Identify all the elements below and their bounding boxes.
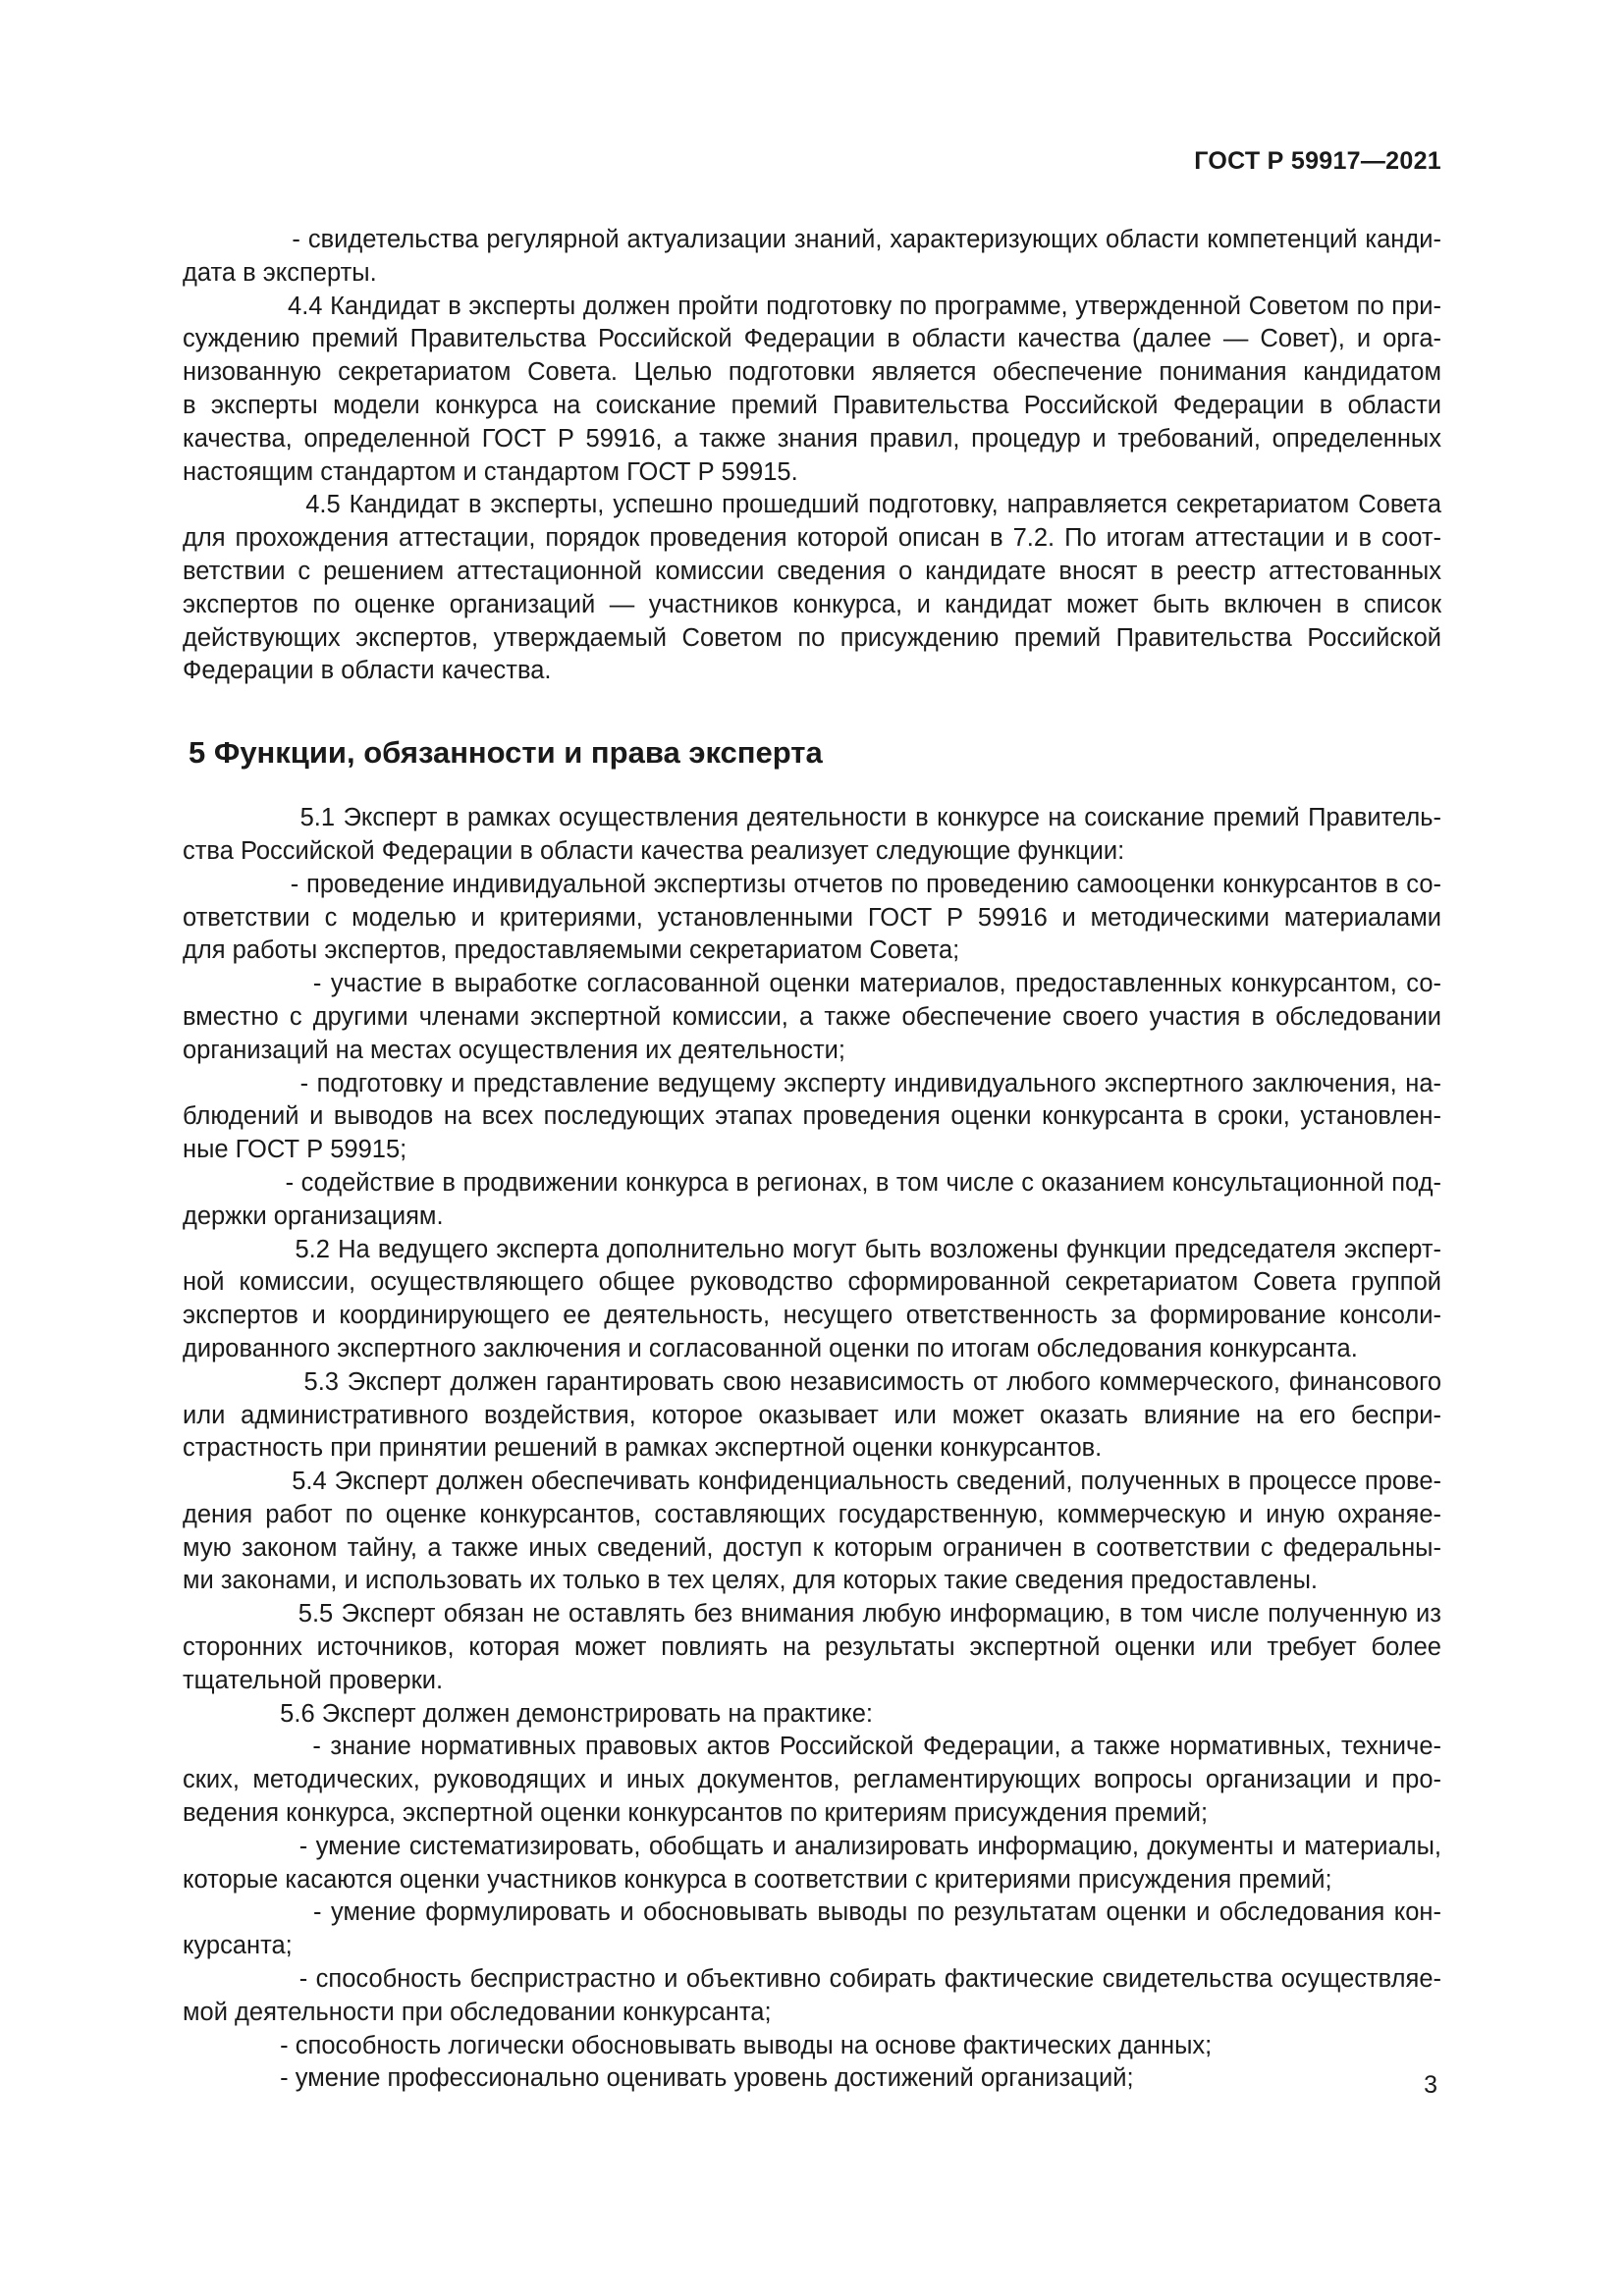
text-line: суждению премий Правительства Российской Федерации в области качества (далее — Совет), и орга- <box>183 325 1441 353</box>
text-line: для работы экспертов, предоставляемыми секретариатом Совета; <box>183 936 960 965</box>
text-line: - способность логически обосновывать выводы на основе фактических данных; <box>183 2031 1213 2059</box>
text-line: 5.1 Эксперт в рамках осуществления деятельности в конкурсе на соискание премий Правитель- <box>183 804 1441 832</box>
paragraph <box>183 1598 1441 1697</box>
text-line: Федерации в области качества. <box>183 657 552 685</box>
paragraph <box>183 1731 1441 1830</box>
text-line: - знание нормативных правовых актов Российской Федерации, а также нормативных, техниче- <box>183 1733 1441 1761</box>
text-line: - способность беспристрастно и объективно собирать фактические свидетельства осуществляе- <box>183 1965 1441 1994</box>
paragraph <box>183 1234 1441 1366</box>
text-line: экспертов и координирующего ее деятельность, несущего ответственность за формирование консоли- <box>183 1302 1441 1330</box>
text-line: ответствии с моделью и критериями, установленными ГОСТ Р 59916 и методическими материалами <box>183 903 1441 932</box>
text-line: 5.4 Эксперт должен обеспечивать конфиденциальность сведений, полученных в процессе прове- <box>183 1468 1441 1496</box>
paragraph <box>183 802 1441 869</box>
paragraph <box>183 1466 1441 1598</box>
text-line: качества, определенной ГОСТ Р 59916, а также знания правил, процедур и требований, определенных <box>183 424 1441 453</box>
text-line: низованную секретариатом Совета. Целью подготовки является обеспечение понимания кандидатом <box>183 358 1441 387</box>
text-line: дированного экспертного заключения и согласованной оценки по итогам обследования конкурсанта. <box>183 1334 1358 1362</box>
paragraph <box>183 968 1441 1067</box>
text-line: блюдений и выводов на всех последующих этапах проведения оценки конкурсанта в сроки, установлен- <box>183 1102 1441 1131</box>
document-body <box>183 224 1441 2096</box>
text-line: дения работ по оценке конкурсантов, составляющих государственную, коммерческую и иную охраняе- <box>183 1500 1441 1528</box>
text-line: - умение систематизировать, обобщать и анализировать информацию, документы и материалы, <box>183 1832 1441 1860</box>
paragraph <box>183 224 1441 291</box>
text-line: организаций на местах осуществления их деятельности; <box>183 1036 845 1064</box>
paragraph <box>183 869 1441 968</box>
text-line: настоящим стандартом и стандартом ГОСТ Р 59915. <box>183 457 798 486</box>
text-line: - участие в выработке согласованной оценки материалов, предоставленных конкурсантом, со- <box>183 970 1441 998</box>
text-line: страстность при принятии решений в рамках экспертной оценки конкурсантов. <box>183 1434 1103 1463</box>
text-line: тщательной проверки. <box>183 1666 444 1694</box>
paragraph <box>183 1698 1441 1732</box>
text-line: 4.5 Кандидат в эксперты, успешно прошедший подготовку, направляется секретариатом Совета <box>183 491 1441 519</box>
text-line: ства Российской Федерации в области качества реализует следующие функции: <box>183 836 1125 865</box>
paragraph <box>183 489 1441 688</box>
text-line: - подготовку и представление ведущему эксперту индивидуального экспертного заключения, на- <box>183 1069 1441 1097</box>
text-line: или административного воздействия, которое оказывает или может оказать влияние на его беспри- <box>183 1401 1441 1429</box>
section-5-body <box>183 802 1441 2096</box>
text-line: ветствии с решением аттестационной комиссии сведения о кандидате вносят в реестр аттестованных <box>183 557 1441 585</box>
text-line: мую законом тайну, а также иных сведений, доступ к которым ограничен в соответствии с федеральны- <box>183 1533 1441 1562</box>
paragraph <box>183 2030 1441 2063</box>
text-line: мой деятельности при обследовании конкурсанта; <box>183 1998 772 2026</box>
section-4-continuation <box>183 224 1441 688</box>
paragraph <box>183 1896 1441 1963</box>
text-line: 5.2 На ведущего эксперта дополнительно могут быть возложены функции председателя эксперт- <box>183 1235 1441 1263</box>
text-line: сторонних источников, которая может повлиять на результаты экспертной оценки или требует более <box>183 1633 1441 1662</box>
paragraph <box>183 1963 1441 2030</box>
paragraph <box>183 1068 1441 1167</box>
paragraph <box>183 1831 1441 1897</box>
text-line: ведения конкурса, экспертной оценки конкурсантов по критериям присуждения премий; <box>183 1799 1209 1828</box>
text-line: 5.6 Эксперт должен демонстрировать на практике: <box>183 1699 874 1728</box>
text-line: для прохождения аттестации, порядок проведения которой описан в 7.2. По итогам аттестации и в соот- <box>183 524 1441 553</box>
text-line: - умение формулировать и обосновывать выводы по результатам оценки и обследования кон- <box>183 1898 1441 1927</box>
paragraph <box>183 291 1441 490</box>
text-line: - содействие в продвижении конкурса в регионах, в том числе с оказанием консультационной под- <box>183 1168 1441 1197</box>
text-line: ских, методических, руководящих и иных документов, регламентирующих вопросы организации и про- <box>183 1766 1441 1794</box>
text-line: дата в эксперты. <box>183 258 377 287</box>
paragraph <box>183 1366 1441 1466</box>
text-line: экспертов по оценке организаций — участников конкурса, и кандидат может быть включен в список <box>183 590 1441 618</box>
text-line: - проведение индивидуальной экспертизы отчетов по проведению самооценки конкурсантов в со- <box>183 870 1441 898</box>
text-line: 4.4 Кандидат в эксперты должен пройти подготовку по программе, утвержденной Советом по при- <box>183 292 1441 320</box>
text-line: вместно с другими членами экспертной комиссии, а также обеспечение своего участия в обследовании <box>183 1002 1441 1031</box>
text-line: в эксперты модели конкурса на соискание премий Правительства Российской Федерации в области <box>183 391 1441 419</box>
text-line: ми законами, и использовать их только в тех целях, для которых такие сведения предоставлены. <box>183 1567 1319 1595</box>
text-line: ной комиссии, осуществляющего общее руководство сформированной секретариатом Совета группой <box>183 1268 1441 1297</box>
paragraph <box>183 1167 1441 1234</box>
text-line: курсанта; <box>183 1932 293 1960</box>
section-5-title: 5 Функции, обязанности и права эксперта <box>189 735 823 771</box>
text-line: действующих экспертов, утверждаемый Советом по присуждению премий Правительства Российской <box>183 623 1441 652</box>
paragraph <box>183 2062 1441 2096</box>
document-code-header: ГОСТ Р 59917—2021 <box>1194 147 1441 175</box>
text-line: 5.3 Эксперт должен гарантировать свою независимость от любого коммерческого, финансового <box>183 1367 1441 1396</box>
text-line: держки организациям. <box>183 1201 444 1230</box>
text-line: - свидетельства регулярной актуализации знаний, характеризующих области компетенций канди- <box>183 226 1441 253</box>
text-line: 5.5 Эксперт обязан не оставлять без внимания любую информацию, в том числе полученную из <box>183 1600 1441 1629</box>
text-line: ные ГОСТ Р 59915; <box>183 1136 407 1164</box>
page-number: 3 <box>1424 2071 1437 2099</box>
text-line: - умение профессионально оценивать уровень достижений организаций; <box>183 2064 1134 2093</box>
text-line: которые касаются оценки участников конкурса в соответствии с критериями присуждения премий; <box>183 1865 1332 1894</box>
